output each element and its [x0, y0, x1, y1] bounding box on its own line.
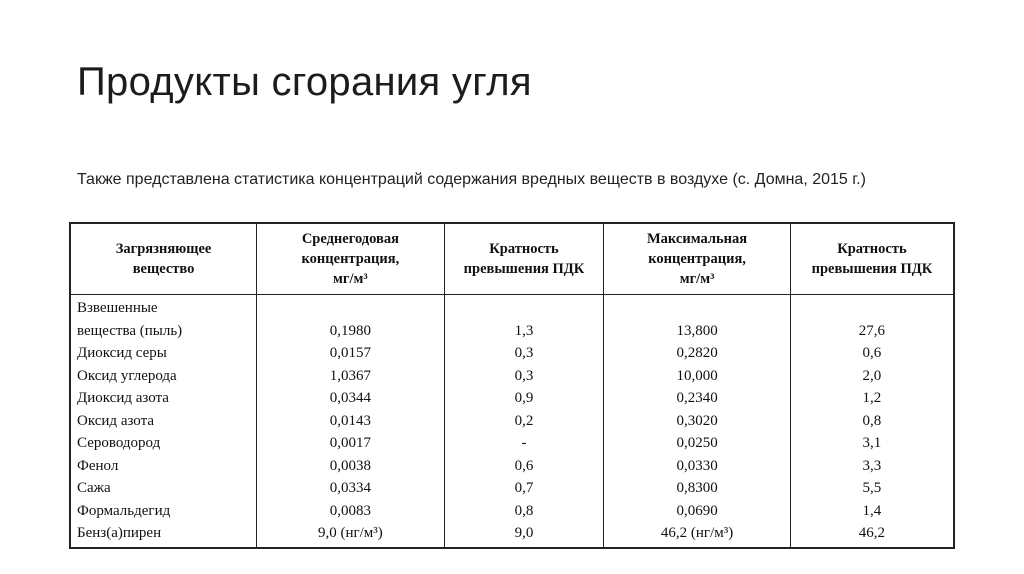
avg-concentration-cell: 1,0367: [257, 365, 445, 388]
table-row: [70, 342, 954, 365]
table-row: [70, 320, 954, 343]
header-line: Кратность: [837, 241, 907, 257]
header-avg-ratio: [444, 223, 604, 295]
avg-ratio-cell: 0,6: [444, 455, 604, 478]
table-row: [70, 500, 954, 523]
avg-ratio-cell: 0,2: [444, 410, 604, 433]
table-row: [70, 432, 954, 455]
max-ratio-cell: 3,1: [790, 432, 954, 455]
avg-ratio-cell: 0,3: [444, 365, 604, 388]
substance-name: Формальдегид: [70, 500, 257, 523]
substance-name: Бенз(а)пирен: [70, 522, 257, 548]
avg-concentration-cell: 0,0344: [257, 387, 445, 410]
slide-subtitle: Также представлена статистика концентраций содержания вредных веществ в воздухе (с. Домна, 2015 г.): [77, 171, 866, 188]
empty-cell: [444, 295, 604, 320]
max-ratio-cell: 3,3: [790, 455, 954, 478]
substance-name: Сажа: [70, 477, 257, 500]
header-line: концентрация,: [301, 251, 400, 267]
max-concentration-cell: 0,0250: [604, 432, 791, 455]
header-line: Максимальная: [647, 231, 748, 247]
table-row: [70, 410, 954, 433]
max-ratio-cell: 27,6: [790, 320, 954, 343]
header-substance: [70, 223, 257, 295]
header-line: превышения ПДК: [463, 261, 585, 277]
avg-ratio-cell: 1,3: [444, 320, 604, 343]
table-row: [70, 387, 954, 410]
avg-concentration-cell: 0,0143: [257, 410, 445, 433]
max-concentration-cell: 0,2820: [604, 342, 791, 365]
substance-name: Диоксид серы: [70, 342, 257, 365]
max-ratio-cell: 2,0: [790, 365, 954, 388]
table-row: [70, 365, 954, 388]
avg-ratio-cell: 0,7: [444, 477, 604, 500]
avg-concentration-cell: 0,0017: [257, 432, 445, 455]
header-line: вещество: [132, 261, 195, 277]
max-ratio-cell: 0,8: [790, 410, 954, 433]
header-line: Кратность: [489, 241, 559, 257]
max-ratio-cell: 1,2: [790, 387, 954, 410]
header-line: Загрязняющее: [115, 241, 212, 257]
substance-name-line1: Взвешенные: [70, 295, 257, 320]
max-ratio-cell: 46,2: [790, 522, 954, 548]
max-concentration-cell: 0,3020: [604, 410, 791, 433]
table-row-label-line: [70, 295, 954, 320]
table-body: [70, 295, 954, 548]
empty-cell: [257, 295, 445, 320]
avg-concentration-cell: 0,0038: [257, 455, 445, 478]
avg-concentration-cell: 9,0 (нг/м³): [257, 522, 445, 548]
avg-concentration-cell: 0,0157: [257, 342, 445, 365]
empty-cell: [604, 295, 791, 320]
avg-concentration-cell: 0,1980: [257, 320, 445, 343]
max-concentration-cell: 0,0330: [604, 455, 791, 478]
max-concentration-cell: 0,8300: [604, 477, 791, 500]
header-line: концентрация,: [648, 251, 746, 267]
max-ratio-cell: 1,4: [790, 500, 954, 523]
avg-ratio-cell: 9,0: [444, 522, 604, 548]
avg-ratio-cell: 0,3: [444, 342, 604, 365]
avg-concentration-cell: 0,0083: [257, 500, 445, 523]
table-row: [70, 455, 954, 478]
max-concentration-cell: 0,0690: [604, 500, 791, 523]
max-concentration-cell: 0,2340: [604, 387, 791, 410]
substance-name: вещества (пыль): [70, 320, 257, 343]
header-max-ratio: [790, 223, 954, 295]
avg-ratio-cell: 0,9: [444, 387, 604, 410]
header-line: Среднегодовая: [301, 231, 399, 247]
substance-name: Диоксид азота: [70, 387, 257, 410]
max-ratio-cell: 0,6: [790, 342, 954, 365]
substance-name: Фенол: [70, 455, 257, 478]
substance-name: Оксид азота: [70, 410, 257, 433]
header-avg-concentration: [257, 223, 445, 295]
substance-name: Оксид углерода: [70, 365, 257, 388]
substance-name: Сероводород: [70, 432, 257, 455]
table-header-row: [70, 223, 954, 295]
header-line: мг/м³: [679, 271, 715, 287]
header-line: мг/м³: [333, 271, 368, 287]
avg-ratio-cell: 0,8: [444, 500, 604, 523]
avg-ratio-cell: -: [444, 432, 604, 455]
header-line: превышения ПДК: [811, 261, 933, 277]
table-row: [70, 522, 954, 548]
max-concentration-cell: 10,000: [604, 365, 791, 388]
pollution-table: [69, 222, 955, 549]
table-row: [70, 477, 954, 500]
max-concentration-cell: 46,2 (нг/м³): [604, 522, 791, 548]
avg-concentration-cell: 0,0334: [257, 477, 445, 500]
slide-title: Продукты сгорания угля: [77, 60, 532, 104]
empty-cell: [790, 295, 954, 320]
header-max-concentration: [604, 223, 791, 295]
max-ratio-cell: 5,5: [790, 477, 954, 500]
max-concentration-cell: 13,800: [604, 320, 791, 343]
